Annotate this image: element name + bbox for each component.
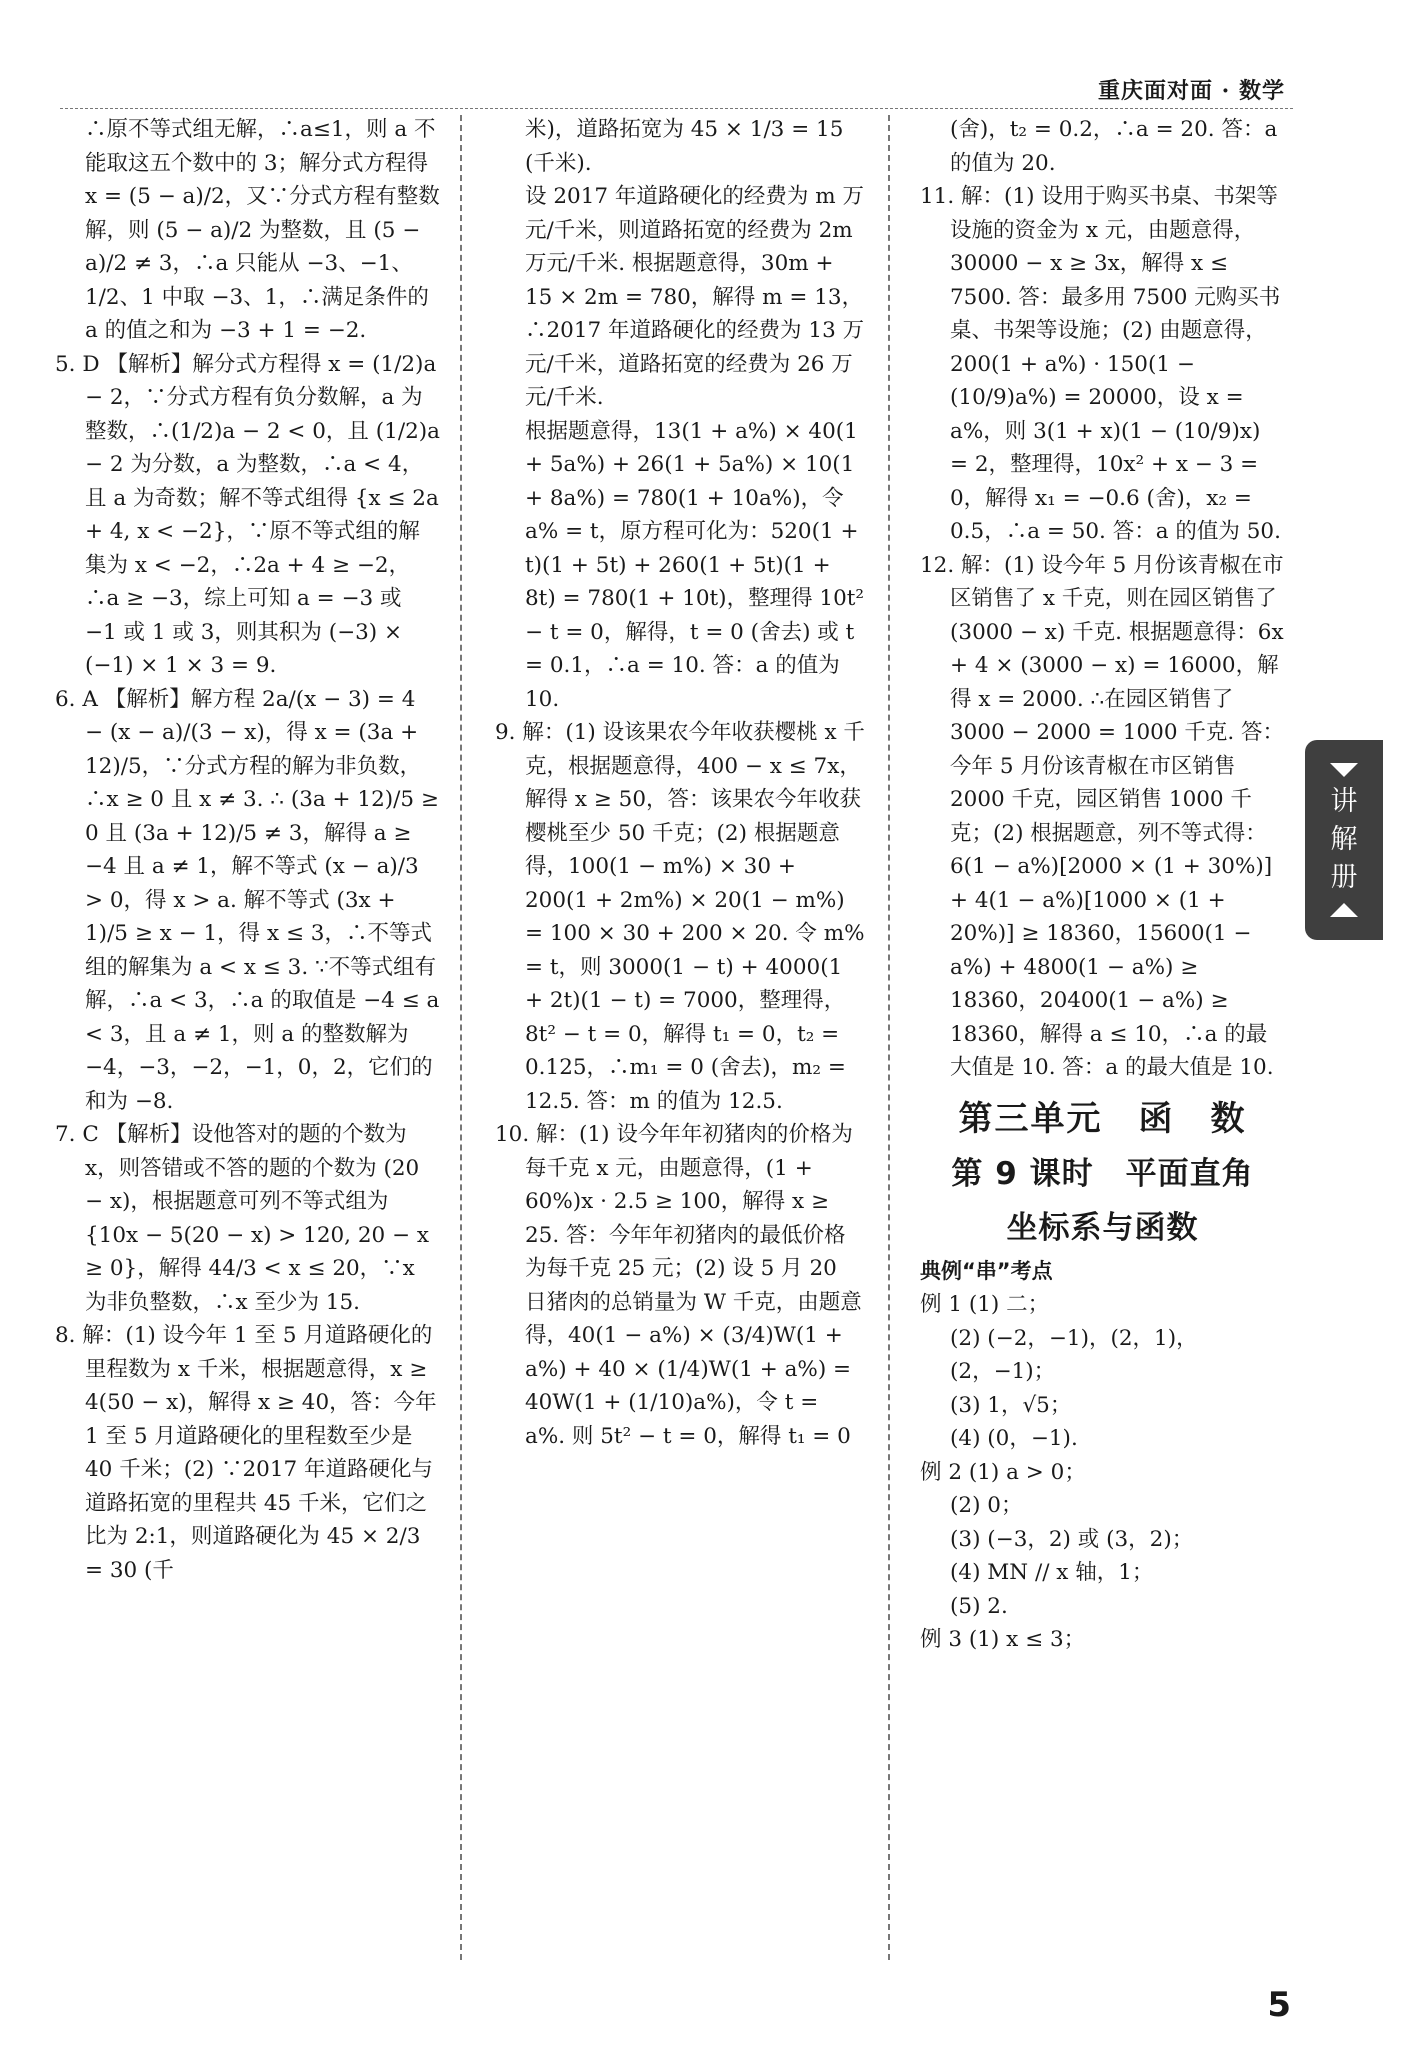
examples-list	[920, 1288, 1285, 1657]
example-line: 例 1 (1) 二；	[920, 1292, 1050, 1317]
header-title: 重庆面对面 · 数学	[1098, 78, 1285, 104]
example-line: (2) (−2，−1)，(2，1)，(2，−1)；	[950, 1325, 1198, 1384]
triangle-up-icon	[1330, 903, 1358, 917]
solution-12: 12. 解：(1) 设今年 5 月份该青椒在市区销售了 x 千克，则在园区销售了 (3000 − x) 千克. 根据题意得：6x + 4 × (3000 − x) = 16000，解得 x = 2000. ∴在园区销售了 3000 − 2000 = 1000 千克. 答：今年 5 月份该青椒在市区销售 2000 千克，园区销售 1000 千克；(2) 根据题意，列不等式得：6(1 − a%)[2000 × (1 + 30%)] + 4(1 − a%)[1000 × (1 + 20%)] ≥ 18360，15600(1 − a%) + 4800(1 − a%) ≥ 18360，20400(1 − a%) ≥ 18360，解得 a ≤ 10，∴a 的最大值是 10. 答：a 的最大值是 10.	[920, 552, 1285, 1080]
side-tab-char: 讲	[1330, 786, 1358, 817]
solution-6: 6. A 【解析】解方程 2a/(x − 3) = 4 − (x − a)/(3 − x)，得 x = (3a + 12)/5，∵分式方程的解为非负数，∴x ≥ 0 且 x ≠ 3. ∴ (3a + 12)/5 ≥ 0 且 (3a + 12)/5 ≠ 3，解得 a ≥ −4 且 a ≠ 1，解不等式 (x − a)/3 > 0，得 x > a. 解不等式 (3x + 1)/5 ≥ x − 1，得 x ≤ 3，∴不等式组的解集为 a < x ≤ 3. ∵不等式组有解，∴a < 3，∴a 的取值是 −4 ≤ a < 3，且 a ≠ 1，则 a 的整数解为 −4，−3，−2，−1，0，2，它们的和为 −8.	[55, 686, 440, 1114]
solution-8-part3: 根据题意得，13(1 + a%) × 40(1 + 5a%) + 26(1 + 5a%) × 10(1 + 8a%) = 780(1 + 10a%)，令 a% = t，原方程可化为：520(1 + t)(1 + 5t) + 260(1 + 5t)(1 + 8t) = 780(1 + 10t)，整理得 10t² − t = 0，解得，t = 0 (舍去) 或 t = 0.1，∴a = 10. 答：a 的值为 10.	[525, 418, 865, 712]
solution-5: 5. D 【解析】解分式方程得 x = (1/2)a − 2，∵分式方程有负分数解，a 为整数，∴(1/2)a − 2 < 0，且 (1/2)a − 2 为分数，a 为整数，∴a < 4，且 a 为奇数；解不等式组得 {x ≤ 2a + 4, x < −2}，∵原不等式组的解集为 x < −2，∴2a + 4 ≥ −2，∴a ≥ −3，综上可知 a = −3 或 −1 或 1 或 3，则其积为 (−3) × (−1) × 1 × 3 = 9.	[55, 351, 440, 678]
solution-10: 10. 解：(1) 设今年年初猪肉的价格为每千克 x 元，由题意得，(1 + 60%)x · 2.5 ≥ 100，解得 x ≥ 25. 答：今年年初猪肉的最低价格为每千克 25 元；(2) 设 5 月 20 日猪肉的总销量为 W 千克，由题意得，40(1 − a%) × (3/4)W(1 + a%) + 40 × (1/4)W(1 + a%) = 40W(1 + (1/10)a%)，令 t = a%. 则 5t² − t = 0，解得 t₁ = 0	[495, 1122, 862, 1449]
solution-8-part2: 设 2017 年道路硬化的经费为 m 万元/千米，则道路拓宽的经费为 2m 万元/千米. 根据题意得，30m + 15 × 2m = 780，解得 m = 13，∴2017 年道路硬化的经费为 13 万元/千米，道路拓宽的经费为 26 万元/千米.	[525, 184, 865, 410]
lesson-title-line2: 坐标系与函数	[1006, 1209, 1199, 1246]
unit-title: 第三单元 函 数	[958, 1098, 1247, 1139]
side-tab-char: 解	[1330, 824, 1358, 855]
solution-7: 7. C 【解析】设他答对的题的个数为 x，则答错或不答的题的个数为 (20 − x)，根据题意可列不等式组为 {10x − 5(20 − x) > 120, 20 − x ≥ 0}，解得 44/3 < x ≤ 20，∵x 为非负整数，∴x 至少为 15.	[55, 1122, 430, 1315]
column-2	[495, 113, 865, 1453]
page-number: 5	[1267, 1985, 1291, 2025]
column-divider	[888, 115, 890, 1960]
example-line: (4) (0，−1).	[950, 1426, 1078, 1451]
solution-11: 11. 解：(1) 设用于购买书桌、书架等设施的资金为 x 元，由题意得，30000 − x ≥ 3x，解得 x ≤ 7500. 答：最多用 7500 元购买书桌、书架等设施；(2) 由题意得，200(1 + a%) · 150(1 − (10/9)a%) = 20000，设 x = a%，则 3(1 + x)(1 − (10/9)x) = 2，整理得，10x² + x − 3 = 0，解得 x₁ = −0.6 (舍)，x₂ = 0.5，∴a = 50. 答：a 的值为 50.	[920, 184, 1281, 544]
column-1	[55, 113, 440, 1587]
side-tab[interactable]	[1305, 740, 1383, 940]
solution-8: 8. 解：(1) 设今年 1 至 5 月道路硬化的里程数为 x 千米，根据题意得，x ≥ 4(50 − x)，解得 x ≥ 40，答：今年 1 至 5 月道路硬化的里程数至少是 40 千米；(2) ∵2017 年道路硬化与道路拓宽的里程共 45 千米，它们之比为 2:1，则道路硬化为 45 × 2/3 = 30 (千	[55, 1323, 437, 1583]
example-line: (5) 2.	[950, 1593, 1008, 1619]
column-divider	[460, 115, 462, 1960]
example-line: (4) MN // x 轴，1；	[950, 1560, 1154, 1585]
header-rule	[60, 108, 1293, 109]
side-tab-char: 册	[1330, 862, 1358, 893]
example-line: (2) 0；	[950, 1493, 1023, 1518]
column-3	[920, 113, 1285, 1657]
example-line: 例 2 (1) a > 0；	[920, 1459, 1086, 1485]
example-line: 例 3 (1) x ≤ 3；	[920, 1627, 1086, 1652]
solution-8-continued: 米)，道路拓宽为 45 × 1/3 = 15 (千米).	[525, 117, 844, 176]
lesson-title: 第 9 课时 平面直角	[951, 1155, 1254, 1192]
example-line: (3) (−3，2) 或 (3，2)；	[950, 1526, 1194, 1552]
solution-paragraph: ∴原不等式组无解，∴a≤1，则 a 不能取这五个数中的 3；解分式方程得 x = (5 − a)/2，又∵分式方程有整数解，则 (5 − a)/2 为整数，且 (5 − a)/2 ≠ 3，∴a 只能从 −3、−1、1/2、1 中取 −3、1，∴满足条件的 a 的值之和为 −3 + 1 = −2.	[85, 117, 440, 343]
solution-10-continued: (舍)，t₂ = 0.2，∴a = 20. 答：a 的值为 20.	[950, 117, 1278, 176]
example-line: (3) 1，√5；	[950, 1392, 1072, 1418]
solution-9: 9. 解：(1) 设该果农今年收获樱桃 x 千克，根据题意得，400 − x ≤ 7x，解得 x ≥ 50，答：该果农今年收获樱桃至少 50 千克；(2) 根据题意得，100(1 − m%) × 30 + 200(1 + 2m%) × 20(1 − m%) = 100 × 30 + 200 × 20. 令 m% = t，则 3000(1 − t) + 4000(1 + 2t)(1 − t) = 7000，整理得，8t² − t = 0，解得 t₁ = 0，t₂ = 0.125，∴m₁ = 0 (舍去)，m₂ = 12.5. 答：m 的值为 12.5.	[495, 720, 865, 1114]
triangle-down-icon	[1330, 763, 1358, 777]
section-title: 典例“串”考点	[920, 1258, 1053, 1283]
